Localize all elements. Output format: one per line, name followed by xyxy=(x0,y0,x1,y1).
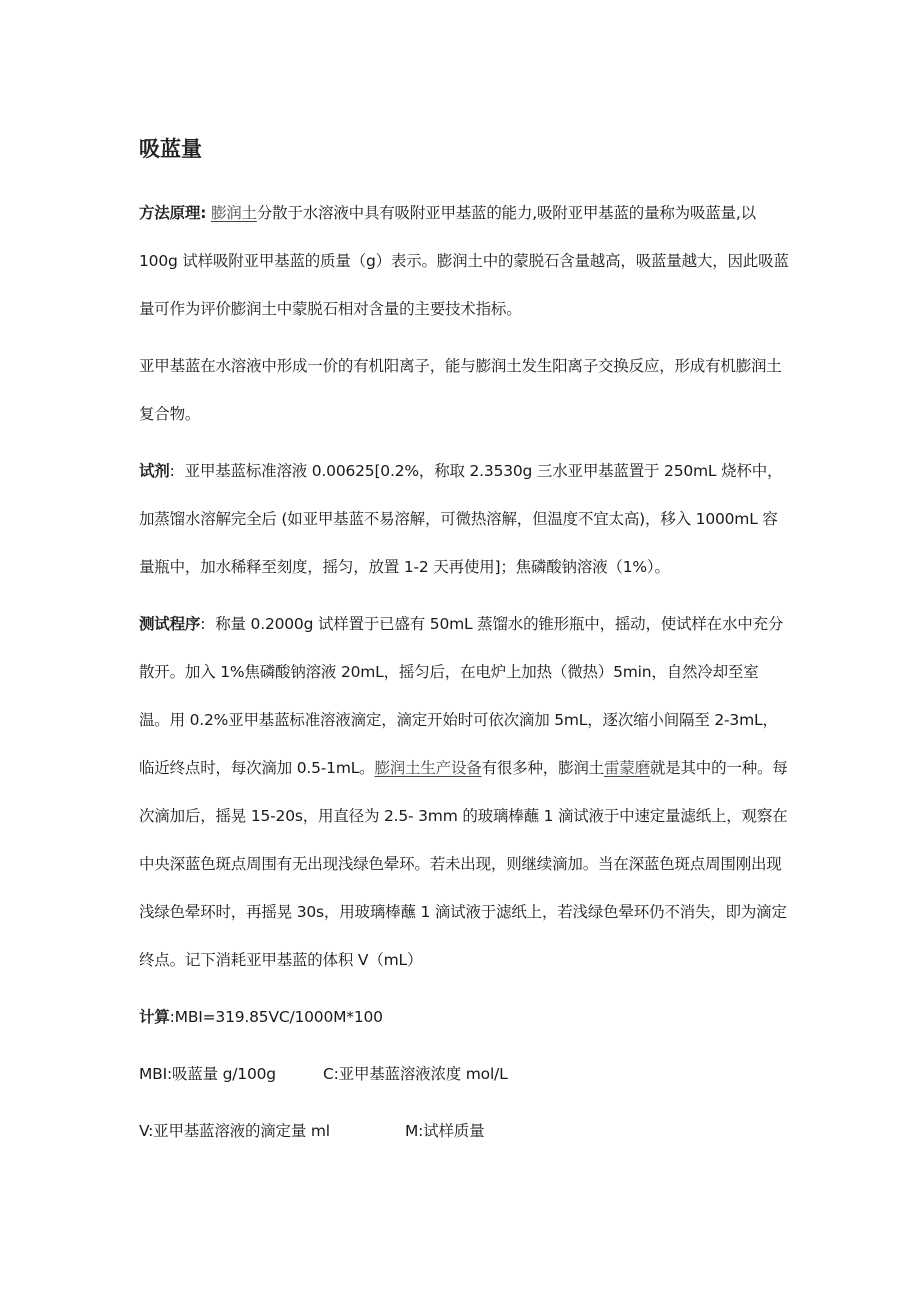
procedure-text-2: 有很多种，膨润土 xyxy=(481,759,604,777)
definition-row-1 xyxy=(139,1050,789,1098)
definition-row-2 xyxy=(139,1107,789,1155)
def-m: M:试样质量 xyxy=(405,1122,485,1140)
def-mbi: MBI:吸蓝量 g/100g xyxy=(139,1065,276,1083)
procedure-paragraph xyxy=(139,600,789,984)
calc-paragraph xyxy=(139,993,789,1041)
procedure-colon: : xyxy=(200,615,206,633)
def-v: V:亚甲基蓝溶液的滴定量 ml xyxy=(139,1122,330,1140)
raymond-mill-link[interactable]: 雷蒙磨 xyxy=(603,759,650,777)
calc-formula: MBI=319.85VC/1000M*100 xyxy=(174,1008,383,1026)
cation-paragraph: 亚甲基蓝在水溶液中形成一价的有机阳离子，能与膨润土发生阳离子交换反应，形成有机膨润土复合物。 xyxy=(139,357,782,423)
calc-label: 计算 xyxy=(139,1008,170,1026)
procedure-text-3: 就是其中的一种。每次滴加后，摇晃 15-20s，用直径为 2.5- 3mm 的玻璃棒蘸 1 滴试液于中速定量滤纸上，观察在中央深蓝色斑点周围有无出现浅绿色晕环。若未出现，则继续滴加。当在深蓝色斑点周围刚出现浅绿色晕环时，再摇晃 30s，用玻璃棒蘸 1 滴试液于滤纸上，若浅绿色晕环仍不消失，即为滴定终点。记下消耗亚甲基蓝的体积 V（mL） xyxy=(139,759,788,969)
document-page xyxy=(139,132,789,1155)
principle-label: 方法原理: xyxy=(139,204,207,222)
reagent-colon: : xyxy=(169,462,175,480)
principle-paragraph xyxy=(139,189,789,333)
equipment-link[interactable]: 膨润土生产设备 xyxy=(374,759,482,777)
principle-text: 分散于水溶液中具有吸附亚甲基蓝的能力,吸附亚甲基蓝的量称为吸蓝量,以 100g 试样吸附亚甲基蓝的质量（g）表示。膨润土中的蒙脱石含量越高，吸蓝量越大，因此吸蓝量可作为评价膨润土中蒙脱石相对含量的主要技术指标。 xyxy=(139,204,789,318)
def-c: C:亚甲基蓝溶液浓度 mol/L xyxy=(323,1065,508,1083)
procedure-text-1: 称量 0.2000g 试样置于已盛有 50mL 蒸馏水的锥形瓶中，摇动，使试样在水中充分散开。加入 1%焦磷酸钠溶液 20mL，摇匀后，在电炉上加热（微热）5min，自然冷却至室温。用 0.2%亚甲基蓝标准溶液滴定，滴定开始时可依次滴加 5mL，逐次缩小间隔至 2-3mL，临近终点时，每次滴加 0.5-1mL。 xyxy=(139,615,784,777)
calc-colon: : xyxy=(169,1008,175,1026)
page-title: 吸蓝量 xyxy=(139,137,202,161)
bentonite-link[interactable]: 膨润土 xyxy=(210,204,257,222)
reagent-text: 亚甲基蓝标准溶液 0.00625[0.2%，称取 2.3530g 三水亚甲基蓝置于 250mL 烧杯中，加蒸馏水溶解完全后 (如亚甲基蓝不易溶解，可微热溶解，但温度不宜太高)，移入 1000mL 容量瓶中，加水稀释至刻度，摇匀，放置 1-2 天再使用]；焦磷酸钠溶液（1%）。 xyxy=(139,462,783,576)
procedure-label: 测试程序 xyxy=(139,615,201,633)
reagent-paragraph xyxy=(139,447,789,591)
reagent-label: 试剂 xyxy=(139,462,170,480)
